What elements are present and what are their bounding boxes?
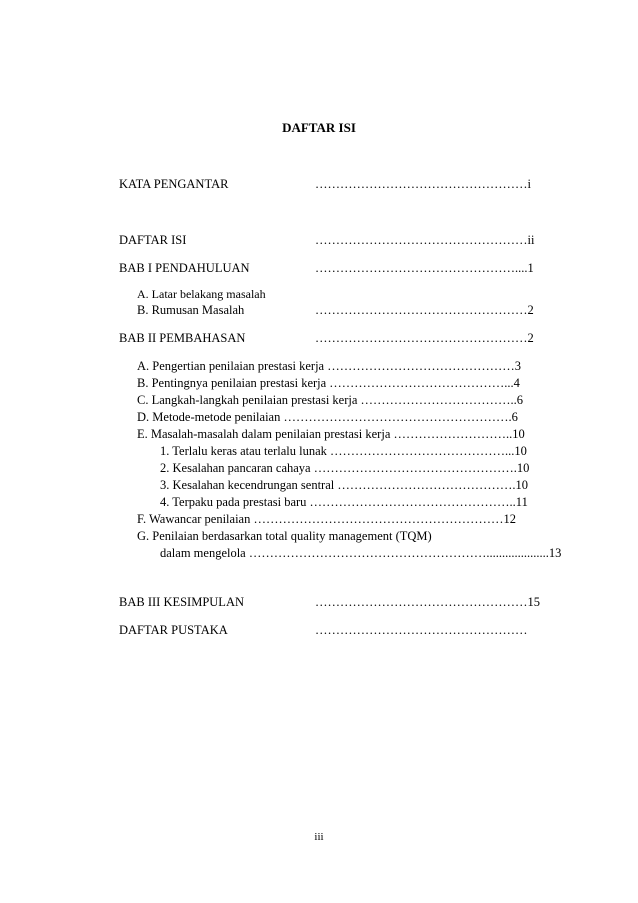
toc-entry-dots: ……………………………………………2: [315, 303, 534, 317]
page-number: iii: [314, 831, 324, 843]
toc-entry-label: B. Pentingnya penilaian prestasi kerja ……………………………………...4: [137, 376, 520, 390]
toc-entry-dots: ……………………………………………ii: [315, 233, 535, 247]
toc-entry-label: 3. Kesalahan kecendrungan sentral …………………………………….10: [160, 478, 528, 492]
toc-entry-dots: ……………………………………………15: [315, 595, 540, 609]
toc-entry-dots: …………………………………………....1: [315, 261, 534, 275]
toc-entry-dots: ……………………………………………i: [315, 177, 531, 191]
toc-entry-label: D. Metode-metode penilaian ……………………………………………….6: [137, 410, 518, 424]
toc-title: DAFTAR ISI: [282, 120, 356, 135]
toc-entry-label: F. Wawancar penilaian ……………………………………………………12: [137, 512, 516, 526]
toc-entry-label: A. Pengertian penilaian prestasi kerja ………………………………………3: [137, 359, 521, 373]
toc-entry-label: BAB III KESIMPULAN: [119, 595, 244, 609]
toc-entry-dots: ……………………………………………: [315, 623, 528, 637]
toc-entry-label: B. Rumusan Masalah: [137, 303, 245, 317]
toc-entry-label: C. Langkah-langkah penilaian prestasi kerja ………………………………..6: [137, 393, 524, 407]
toc-entry-label: 2. Kesalahan pancaran cahaya ………………………………………….10: [160, 461, 530, 475]
toc-entry-label: 1. Terlalu keras atau terlalu lunak ……………………………………...10: [160, 444, 527, 458]
toc-entry-label: dalam mengelola …………………………………………………....................13: [160, 546, 562, 560]
toc-entry-label: DAFTAR PUSTAKA: [119, 623, 228, 637]
toc-entry-label: KATA PENGANTAR: [119, 177, 229, 191]
toc-entry-label: E. Masalah-masalah dalam penilaian prestasi kerja ………………………..10: [137, 427, 525, 441]
toc-entry-label: A. Latar belakang masalah: [137, 287, 266, 301]
toc-entry-label: BAB II PEMBAHASAN: [119, 331, 246, 345]
toc-entry-label: DAFTAR ISI: [119, 233, 187, 247]
toc-entry-label: BAB I PENDAHULUAN: [119, 261, 250, 275]
toc-entry-label: 4. Terpaku pada prestasi baru …………………………………………..11: [160, 495, 528, 509]
toc-entry-label: G. Penilaian berdasarkan total quality management (TQM): [137, 529, 432, 543]
toc-entry-dots: ……………………………………………2: [315, 331, 534, 345]
